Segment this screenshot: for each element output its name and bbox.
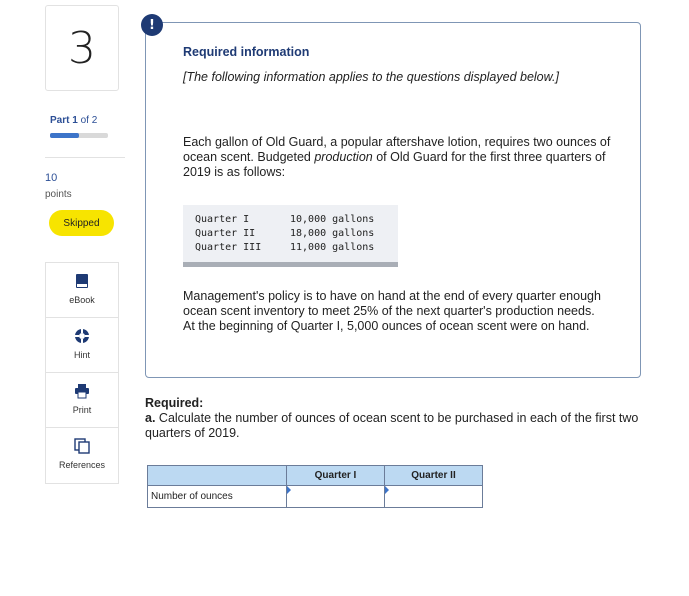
required-question (145, 411, 665, 441)
ebook-button[interactable] (46, 263, 118, 318)
points-label: points (45, 189, 72, 200)
references-label: References (58, 460, 106, 470)
references-icon (74, 438, 90, 454)
print-icon (74, 383, 90, 399)
answer-row-label: Number of ounces (148, 486, 287, 508)
hint-label: Hint (73, 350, 90, 360)
hint-button[interactable] (46, 318, 118, 373)
production-amount: 18,000 gallons (290, 228, 375, 239)
answer-header-blank (148, 466, 287, 486)
answer-table (147, 465, 483, 508)
production-row (195, 228, 374, 242)
print-label: Print (72, 405, 92, 415)
required-part-label: a. (145, 411, 156, 425)
para1-italic: production (314, 150, 373, 164)
answer-header-quarter-2: Quarter II (385, 466, 483, 486)
production-table (183, 205, 398, 267)
part-progress-fill (50, 133, 79, 138)
part-progress-bar (50, 133, 108, 138)
answer-header-quarter-1: Quarter I (287, 466, 385, 486)
production-row (195, 242, 374, 256)
info-paragraph-2: Management's policy is to have on hand at the end of every quarter enough ocean scent inventory to meet 25% of the next quarter's production needs. At the beginning of Quarter I, 5,000 ounces of ocean scent were on hand. (183, 289, 601, 333)
hint-icon (74, 328, 90, 344)
input-marker-icon (385, 486, 389, 494)
skipped-badge: Skipped (49, 210, 114, 236)
production-amount: 10,000 gallons (290, 214, 375, 225)
para1-text-end: of Old Guard for the first three quarters of 2019 is as follows: (183, 150, 606, 179)
quarter-2-cell (385, 486, 483, 508)
book-icon (74, 273, 90, 289)
quarter-1-cell (287, 486, 385, 508)
production-amount: 11,000 gallons (290, 242, 375, 253)
part-label-current: Part 1 (50, 115, 78, 126)
tools-panel (45, 262, 119, 484)
production-quarter: Quarter I (195, 214, 250, 225)
production-quarter: Quarter II (195, 228, 256, 239)
answer-row (148, 486, 483, 508)
input-marker-icon (287, 486, 291, 494)
divider (45, 157, 125, 158)
question-number-box (45, 5, 119, 91)
info-note: [The following information applies to the questions displayed below.] (183, 70, 559, 84)
quarter-1-ounces-input[interactable] (287, 486, 384, 507)
alert-icon: ! (141, 14, 163, 36)
ebook-label: eBook (69, 295, 95, 305)
points-value: 10 (45, 172, 58, 184)
para1-text-start: Each gallon of Old Guard, a popular aftershave lotion, requires two ounces of ocean scent. Budgeted (183, 135, 611, 164)
table-bottom-bar (183, 262, 398, 267)
required-text: Calculate the number of ounces of ocean scent to be purchased in each of the first two quarters of 2019. (145, 411, 639, 440)
info-paragraph-1 (183, 135, 613, 180)
quarter-2-ounces-input[interactable] (385, 486, 482, 507)
production-quarter: Quarter III (195, 242, 262, 253)
question-number: 3 (68, 22, 96, 74)
info-title: Required information (183, 45, 310, 59)
references-button[interactable] (46, 428, 118, 483)
print-button[interactable] (46, 373, 118, 428)
production-row (195, 214, 374, 228)
required-heading: Required: (145, 396, 204, 410)
part-label-total: of 2 (77, 115, 98, 126)
part-indicator (50, 115, 97, 126)
